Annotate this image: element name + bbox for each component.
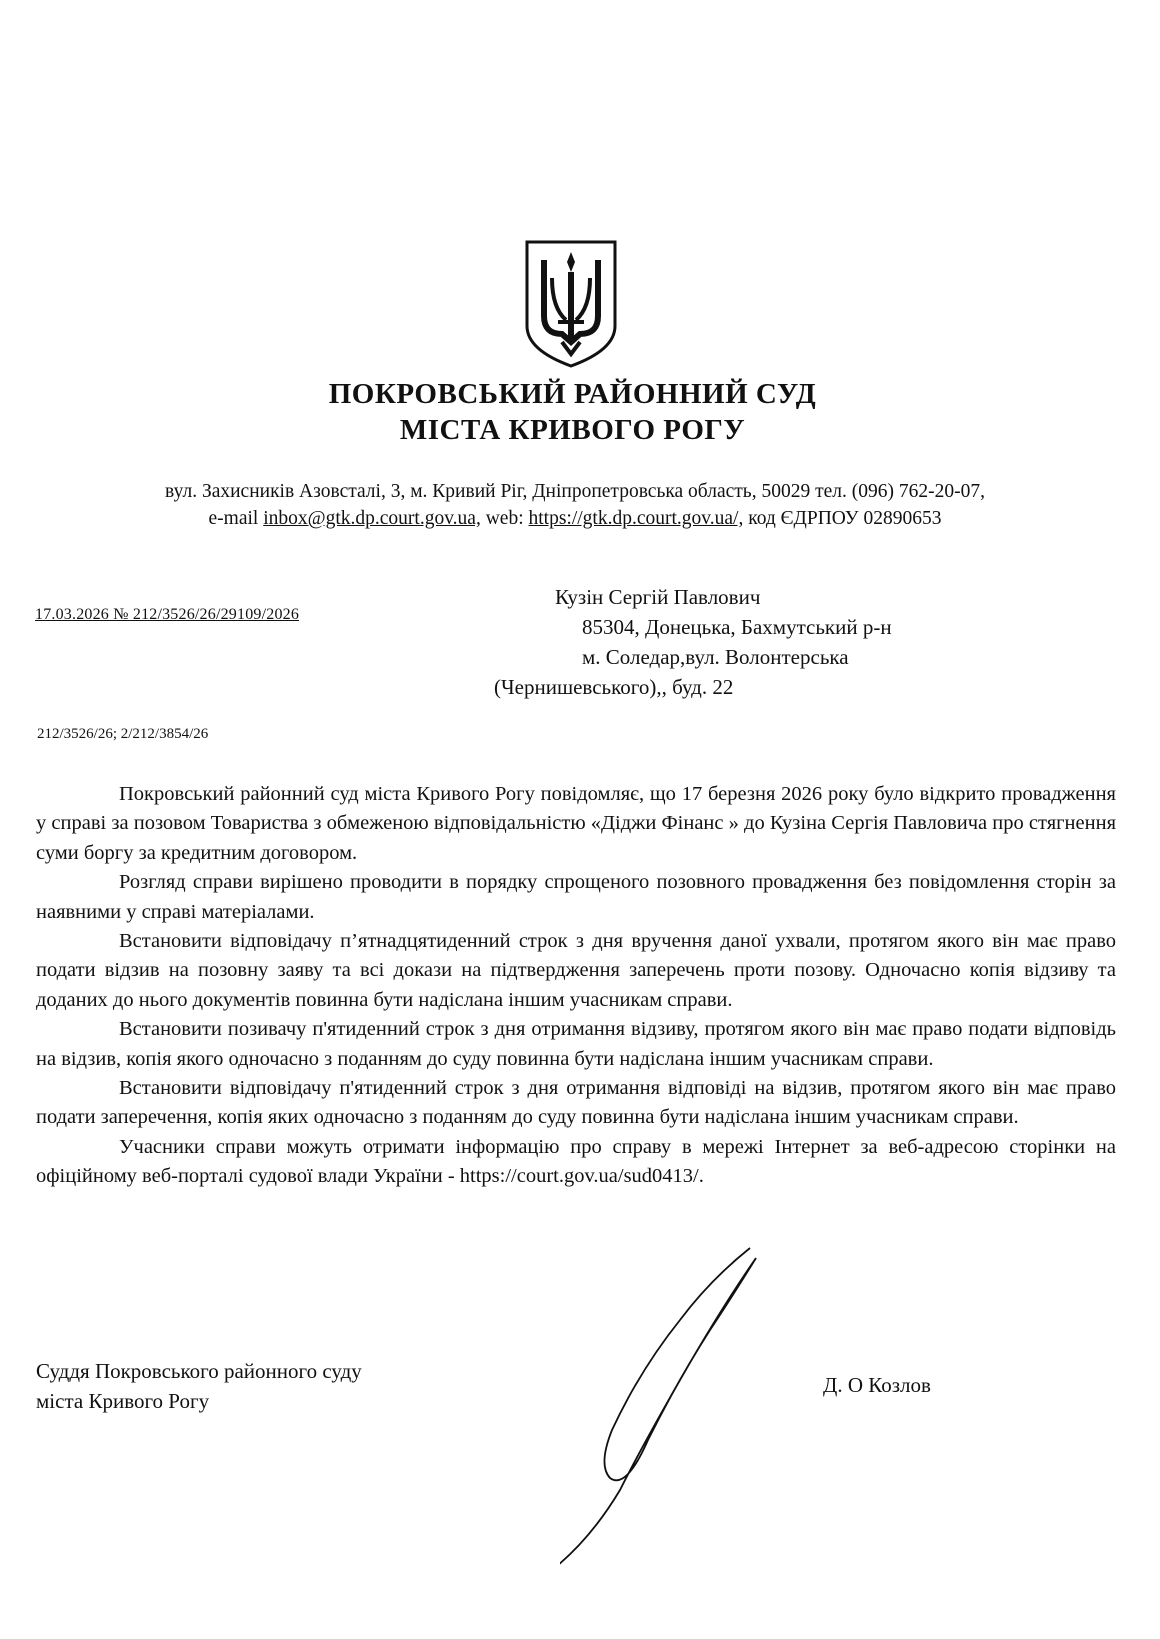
email-link[interactable]: inbox@gtk.dp.court.gov.ua, — [263, 508, 481, 529]
web-label: web: — [485, 508, 524, 529]
court-name — [0, 376, 1145, 448]
letter-body — [36, 780, 1116, 1192]
judge-name: Д. О Козлов — [823, 1373, 931, 1397]
web-link[interactable]: https://gtk.dp.court.gov.ua/, — [528, 508, 744, 529]
email-label: e-mail — [208, 508, 259, 529]
case-numbers: 212/3526/26; 2/212/3854/26 — [37, 726, 209, 742]
tryzub-icon — [522, 238, 620, 370]
body-paragraph: Розгляд справи вирішено проводити в порядку спрощеного позовного провадження без повідомлення сторін за наявними у справі матеріалами. — [36, 871, 1116, 923]
court-address: вул. Захисників Азовсталі, 3, м. Кривий Ріг, Дніпропетровська область, 50029 тел. (096) 762-20-07, — [165, 481, 985, 502]
addressee-name: Кузін Сергій Павлович — [555, 585, 761, 609]
court-name-line1: ПОКРОВСЬКИЙ РАЙОННИЙ СУД — [328, 378, 817, 410]
body-paragraph: Покровський районний суд міста Кривого Рогу повідомляє, що 17 березня 2026 року було відкрито провадження у справі за позовом Товариства з обмеженою відповідальністю «Діджи Фінанс » до Кузіна Сергія Павловича про стягнення суми боргу за кредитним договором. — [36, 783, 1116, 864]
judge-position-line1: Суддя Покровського районного суду — [36, 1359, 362, 1383]
body-paragraph: Встановити відповідачу п'ятиденний строк з дня отримання відповіді на відзив, протягом якого він має право подати заперечення, копія яких одночасно з поданням до суду повинна бути надіслана іншим учасникам справи. — [36, 1077, 1116, 1129]
body-paragraph: Встановити відповідачу п’ятнадцятиденний строк з дня вручення даної ухвали, протягом якого він має право подати відзив на позовну заяву та всі докази на підтвердження заперечень проти позову. Одночасно копія відзиву та доданих до нього документів повинна бути надіслана іншим учасникам справи. — [36, 930, 1116, 1011]
court-contacts-line2 — [70, 505, 1080, 532]
addressee-address-line2: м. Соледар,вул. Волонтерська — [582, 645, 849, 669]
judge-position — [36, 1356, 362, 1416]
court-name-line2: МІСТА КРИВОГО РОГУ — [399, 414, 746, 446]
outgoing-registration-number: 17.03.2026 № 212/3526/26/29109/2026 — [35, 606, 300, 623]
addressee-address-line3: (Чернишевського),, буд. 22 — [494, 675, 734, 699]
handwritten-signature-icon — [560, 1240, 800, 1570]
body-paragraph: Встановити позивачу п'ятиденний строк з дня отримання відзиву, протягом якого він має право подати відповідь на відзив, копія якого одночасно з поданням до суду повинна бути надіслана іншим учасникам справи. — [36, 1018, 1116, 1070]
edrpou-code: код ЄДРПОУ 02890653 — [748, 508, 942, 529]
court-contacts — [70, 478, 1080, 532]
judge-position-line2: міста Кривого Рогу — [36, 1389, 210, 1413]
body-paragraph: Учасники справи можуть отримати інформацію про справу в мережі Інтернет за веб-адресою сторінки на офіційному веб-порталі судової влади України - https://court.gov.ua/sud0413/. — [36, 1135, 1116, 1188]
addressee-address-line1: 85304, Донецька, Бахмутський р-н — [582, 615, 892, 639]
